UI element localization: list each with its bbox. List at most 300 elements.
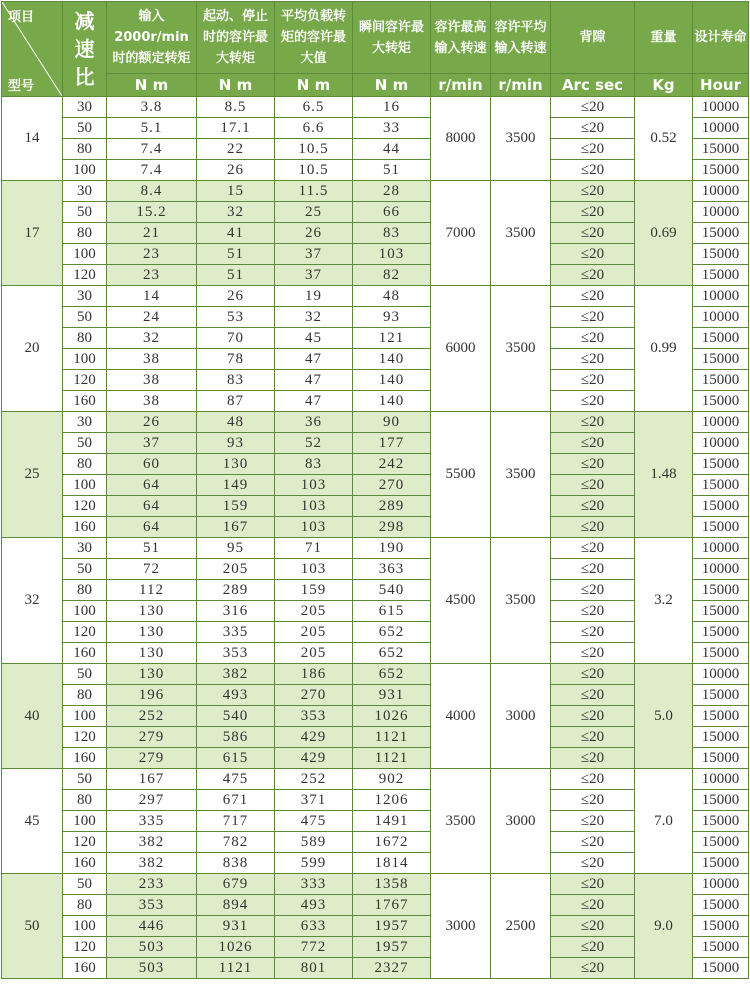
avg-input-speed-cell: 3500 [491,181,551,286]
instant-torque-cell: 103 [353,244,431,265]
max-input-speed-cell: 3000 [431,874,491,979]
design-life-cell: 10000 [693,97,749,118]
max-input-speed-cell: 4500 [431,538,491,664]
startstop-torque-cell: 167 [197,517,275,538]
startstop-torque-cell: 289 [197,580,275,601]
avg-load-torque-cell: 252 [275,769,353,790]
avg-input-speed-cell: 3500 [491,97,551,181]
design-life-cell: 10000 [693,412,749,433]
avg-load-torque-cell: 186 [275,664,353,685]
rated-torque-cell: 51 [107,538,197,559]
model-cell: 17 [2,181,63,286]
design-life-cell: 15000 [693,895,749,916]
avg-load-torque-cell: 371 [275,790,353,811]
model-cell: 20 [2,286,63,412]
instant-torque-cell: 44 [353,139,431,160]
backlash-cell: ≤20 [551,622,635,643]
design-life-cell: 15000 [693,223,749,244]
design-life-cell: 10000 [693,202,749,223]
design-life-cell: 15000 [693,265,749,286]
spec-table-body [2,97,749,979]
avg-load-torque-cell: 429 [275,727,353,748]
startstop-torque-cell: 22 [197,139,275,160]
design-life-cell: 15000 [693,622,749,643]
design-life-cell: 10000 [693,433,749,454]
backlash-cell: ≤20 [551,202,635,223]
design-life-cell: 10000 [693,664,749,685]
rated-torque-cell: 130 [107,622,197,643]
model-cell: 40 [2,664,63,769]
backlash-cell: ≤20 [551,664,635,685]
rated-torque-cell: 503 [107,937,197,958]
design-life-cell: 15000 [693,706,749,727]
startstop-torque-cell: 78 [197,349,275,370]
rated-torque-cell: 64 [107,475,197,496]
design-life-cell: 15000 [693,139,749,160]
design-life-cell: 15000 [693,958,749,979]
avg-load-torque-cell: 83 [275,454,353,475]
ratio-cell: 100 [63,160,107,181]
ratio-cell: 50 [63,559,107,580]
table-row [2,181,749,202]
rated-torque-cell: 112 [107,580,197,601]
rated-torque-cell: 5.1 [107,118,197,139]
instant-torque-cell: 2327 [353,958,431,979]
avg-load-torque-cell: 47 [275,349,353,370]
design-life-cell: 15000 [693,244,749,265]
backlash-cell: ≤20 [551,412,635,433]
unit-instant-torque: N m [353,74,431,97]
avg-load-torque-cell: 205 [275,643,353,664]
unit-avg-load-torque: N m [275,74,353,97]
avg-input-speed-cell: 3500 [491,286,551,412]
weight-cell: 0.69 [635,181,693,286]
max-input-speed-cell: 5500 [431,412,491,538]
design-life-cell: 10000 [693,307,749,328]
backlash-cell: ≤20 [551,328,635,349]
rated-torque-cell: 37 [107,433,197,454]
startstop-torque-cell: 149 [197,475,275,496]
ratio-cell: 100 [63,706,107,727]
rated-torque-cell: 130 [107,601,197,622]
avg-load-torque-cell: 26 [275,223,353,244]
max-input-speed-cell: 6000 [431,286,491,412]
instant-torque-cell: 363 [353,559,431,580]
instant-torque-cell: 1957 [353,937,431,958]
ratio-cell: 50 [63,769,107,790]
instant-torque-cell: 1672 [353,832,431,853]
rated-torque-cell: 382 [107,832,197,853]
ratio-cell: 160 [63,748,107,769]
instant-torque-cell: 1767 [353,895,431,916]
avg-load-torque-cell: 37 [275,244,353,265]
weight-cell: 5.0 [635,664,693,769]
rated-torque-cell: 167 [107,769,197,790]
model-cell: 32 [2,538,63,664]
backlash-cell: ≤20 [551,139,635,160]
instant-torque-cell: 48 [353,286,431,307]
table-row [2,874,749,895]
design-life-cell: 15000 [693,643,749,664]
backlash-cell: ≤20 [551,916,635,937]
backlash-cell: ≤20 [551,244,635,265]
instant-torque-cell: 270 [353,475,431,496]
backlash-cell: ≤20 [551,454,635,475]
col-header-weight [635,2,693,74]
ratio-cell: 80 [63,328,107,349]
rated-torque-cell: 38 [107,370,197,391]
avg-load-torque-cell: 19 [275,286,353,307]
rated-torque-cell: 38 [107,349,197,370]
weight-cell: 9.0 [635,874,693,979]
col-header-avg-input-speed [491,2,551,74]
avg-load-torque-cell: 103 [275,517,353,538]
weight-cell: 1.48 [635,412,693,538]
instant-torque-cell: 140 [353,370,431,391]
instant-torque-cell: 1121 [353,727,431,748]
design-life-cell: 15000 [693,601,749,622]
ratio-cell: 160 [63,391,107,412]
instant-torque-cell: 298 [353,517,431,538]
col-header-max-input-speed [431,2,491,74]
backlash-cell: ≤20 [551,349,635,370]
ratio-cell: 80 [63,685,107,706]
avg-load-torque-cell: 11.5 [275,181,353,202]
avg-load-torque-cell: 475 [275,811,353,832]
ratio-cell: 100 [63,475,107,496]
ratio-cell: 50 [63,664,107,685]
instant-torque-cell: 1957 [353,916,431,937]
model-cell: 50 [2,874,63,979]
backlash-cell: ≤20 [551,286,635,307]
col-label: 设计寿命 [694,30,747,45]
max-input-speed-cell: 4000 [431,664,491,769]
rated-torque-cell: 233 [107,874,197,895]
backlash-cell: ≤20 [551,223,635,244]
rated-torque-cell: 64 [107,496,197,517]
design-life-cell: 10000 [693,874,749,895]
ratio-cell: 120 [63,370,107,391]
rated-torque-cell: 130 [107,664,197,685]
startstop-torque-cell: 382 [197,664,275,685]
avg-input-speed-cell: 3000 [491,664,551,769]
rated-torque-cell: 353 [107,895,197,916]
max-input-speed-cell: 7000 [431,181,491,286]
backlash-cell: ≤20 [551,517,635,538]
startstop-torque-cell: 51 [197,265,275,286]
design-life-cell: 10000 [693,118,749,139]
ratio-cell: 50 [63,433,107,454]
startstop-torque-cell: 615 [197,748,275,769]
avg-load-torque-cell: 772 [275,937,353,958]
avg-load-torque-cell: 205 [275,601,353,622]
rated-torque-cell: 64 [107,517,197,538]
avg-load-torque-cell: 6.6 [275,118,353,139]
avg-load-torque-cell: 801 [275,958,353,979]
table-row [2,769,749,790]
design-life-cell: 15000 [693,454,749,475]
startstop-torque-cell: 475 [197,769,275,790]
design-life-cell: 10000 [693,286,749,307]
design-life-cell: 15000 [693,160,749,181]
backlash-cell: ≤20 [551,958,635,979]
rated-torque-cell: 26 [107,412,197,433]
rated-torque-cell: 23 [107,265,197,286]
ratio-cell: 80 [63,895,107,916]
avg-load-torque-cell: 37 [275,265,353,286]
avg-input-speed-cell: 3500 [491,412,551,538]
startstop-torque-cell: 205 [197,559,275,580]
max-input-speed-cell: 8000 [431,97,491,181]
instant-torque-cell: 16 [353,97,431,118]
weight-cell: 3.2 [635,538,693,664]
startstop-torque-cell: 493 [197,685,275,706]
startstop-torque-cell: 8.5 [197,97,275,118]
avg-load-torque-cell: 52 [275,433,353,454]
instant-torque-cell: 540 [353,580,431,601]
rated-torque-cell: 279 [107,748,197,769]
ratio-cell: 80 [63,580,107,601]
backlash-cell: ≤20 [551,118,635,139]
ratio-label: 减速比 [74,9,95,89]
design-life-cell: 15000 [693,916,749,937]
rated-torque-cell: 38 [107,391,197,412]
startstop-torque-cell: 17.1 [197,118,275,139]
rated-torque-cell: 335 [107,811,197,832]
design-life-cell: 15000 [693,937,749,958]
avg-load-torque-cell: 429 [275,748,353,769]
backlash-cell: ≤20 [551,937,635,958]
col-label: 起动、停止时的容许最大转矩 [202,9,268,66]
model-cell: 45 [2,769,63,874]
startstop-torque-cell: 838 [197,853,275,874]
avg-input-speed-cell: 2500 [491,874,551,979]
ratio-cell: 160 [63,853,107,874]
backlash-cell: ≤20 [551,370,635,391]
rated-torque-cell: 297 [107,790,197,811]
design-life-cell: 10000 [693,181,749,202]
rated-torque-cell: 3.8 [107,97,197,118]
ratio-cell: 50 [63,874,107,895]
col-header-design-life [693,2,749,74]
design-life-cell: 15000 [693,832,749,853]
instant-torque-cell: 902 [353,769,431,790]
rated-torque-cell: 8.4 [107,181,197,202]
backlash-cell: ≤20 [551,748,635,769]
startstop-torque-cell: 894 [197,895,275,916]
ratio-cell: 160 [63,958,107,979]
avg-load-torque-cell: 333 [275,874,353,895]
instant-torque-cell: 1121 [353,748,431,769]
startstop-torque-cell: 717 [197,811,275,832]
instant-torque-cell: 93 [353,307,431,328]
avg-load-torque-cell: 205 [275,622,353,643]
backlash-cell: ≤20 [551,559,635,580]
ratio-cell: 160 [63,643,107,664]
startstop-torque-cell: 671 [197,790,275,811]
backlash-cell: ≤20 [551,601,635,622]
avg-load-torque-cell: 159 [275,580,353,601]
instant-torque-cell: 652 [353,664,431,685]
unit-startstop-torque: N m [197,74,275,97]
avg-load-torque-cell: 25 [275,202,353,223]
startstop-torque-cell: 32 [197,202,275,223]
ratio-cell: 80 [63,790,107,811]
table-row [2,97,749,118]
rated-torque-cell: 15.2 [107,202,197,223]
rated-torque-cell: 23 [107,244,197,265]
design-life-cell: 15000 [693,349,749,370]
rated-torque-cell: 14 [107,286,197,307]
ratio-cell: 30 [63,412,107,433]
instant-torque-cell: 242 [353,454,431,475]
item-model-corner-header [2,2,63,97]
instant-torque-cell: 1206 [353,790,431,811]
design-life-cell: 15000 [693,328,749,349]
backlash-cell: ≤20 [551,643,635,664]
col-label: 输入2000r/min 时的额定转矩 [112,9,191,66]
instant-torque-cell: 121 [353,328,431,349]
rated-torque-cell: 503 [107,958,197,979]
design-life-cell: 15000 [693,517,749,538]
startstop-torque-cell: 335 [197,622,275,643]
instant-torque-cell: 51 [353,160,431,181]
ratio-cell: 120 [63,832,107,853]
backlash-cell: ≤20 [551,727,635,748]
design-life-cell: 15000 [693,580,749,601]
rated-torque-cell: 382 [107,853,197,874]
instant-torque-cell: 177 [353,433,431,454]
avg-load-torque-cell: 633 [275,916,353,937]
weight-cell: 0.99 [635,286,693,412]
design-life-cell: 10000 [693,538,749,559]
instant-torque-cell: 1026 [353,706,431,727]
backlash-cell: ≤20 [551,685,635,706]
instant-torque-cell: 140 [353,349,431,370]
ratio-cell: 80 [63,454,107,475]
ratio-cell: 30 [63,286,107,307]
ratio-cell: 30 [63,538,107,559]
instant-torque-cell: 652 [353,622,431,643]
unit-design-life: Hour [693,74,749,97]
avg-load-torque-cell: 599 [275,853,353,874]
backlash-cell: ≤20 [551,580,635,601]
startstop-torque-cell: 15 [197,181,275,202]
startstop-torque-cell: 26 [197,160,275,181]
design-life-cell: 15000 [693,727,749,748]
instant-torque-cell: 33 [353,118,431,139]
startstop-torque-cell: 782 [197,832,275,853]
avg-load-torque-cell: 10.5 [275,139,353,160]
col-header-instant-torque [353,2,431,74]
startstop-torque-cell: 353 [197,643,275,664]
avg-load-torque-cell: 493 [275,895,353,916]
backlash-cell: ≤20 [551,265,635,286]
table-row [2,664,749,685]
backlash-cell: ≤20 [551,160,635,181]
col-label: 容许平均输入转速 [494,19,547,56]
backlash-cell: ≤20 [551,391,635,412]
avg-load-torque-cell: 10.5 [275,160,353,181]
startstop-torque-cell: 1121 [197,958,275,979]
header-unit-row [2,74,749,97]
startstop-torque-cell: 679 [197,874,275,895]
backlash-cell: ≤20 [551,895,635,916]
startstop-torque-cell: 316 [197,601,275,622]
ratio-cell: 120 [63,727,107,748]
startstop-torque-cell: 931 [197,916,275,937]
table-row [2,538,749,559]
backlash-cell: ≤20 [551,790,635,811]
col-label: 容许最高输入转速 [434,19,487,56]
ratio-cell: 120 [63,622,107,643]
rated-torque-cell: 130 [107,643,197,664]
startstop-torque-cell: 41 [197,223,275,244]
ratio-cell: 160 [63,517,107,538]
backlash-cell: ≤20 [551,874,635,895]
instant-torque-cell: 1814 [353,853,431,874]
col-label: 背隙 [579,30,606,45]
design-life-cell: 15000 [693,475,749,496]
rated-torque-cell: 446 [107,916,197,937]
avg-input-speed-cell: 3500 [491,538,551,664]
avg-load-torque-cell: 47 [275,370,353,391]
avg-load-torque-cell: 270 [275,685,353,706]
col-header-avg-load-torque [275,2,353,74]
backlash-cell: ≤20 [551,475,635,496]
design-life-cell: 10000 [693,559,749,580]
spec-table [1,1,749,979]
rated-torque-cell: 24 [107,307,197,328]
ratio-cell: 100 [63,811,107,832]
instant-torque-cell: 140 [353,391,431,412]
avg-load-torque-cell: 47 [275,391,353,412]
instant-torque-cell: 66 [353,202,431,223]
startstop-torque-cell: 53 [197,307,275,328]
avg-load-torque-cell: 71 [275,538,353,559]
ratio-cell: 30 [63,97,107,118]
instant-torque-cell: 83 [353,223,431,244]
ratio-cell: 100 [63,916,107,937]
backlash-cell: ≤20 [551,181,635,202]
unit-weight: Kg [635,74,693,97]
design-life-cell: 10000 [693,769,749,790]
model-cell: 25 [2,412,63,538]
design-life-cell: 15000 [693,853,749,874]
backlash-cell: ≤20 [551,307,635,328]
startstop-torque-cell: 83 [197,370,275,391]
ratio-cell: 50 [63,307,107,328]
backlash-cell: ≤20 [551,433,635,454]
rated-torque-cell: 21 [107,223,197,244]
backlash-cell: ≤20 [551,538,635,559]
startstop-torque-cell: 1026 [197,937,275,958]
startstop-torque-cell: 48 [197,412,275,433]
col-header-rated-torque [107,2,197,74]
avg-load-torque-cell: 589 [275,832,353,853]
col-label: 瞬间容许最大转矩 [358,19,424,56]
avg-load-torque-cell: 103 [275,475,353,496]
avg-input-speed-cell: 3000 [491,769,551,874]
backlash-cell: ≤20 [551,811,635,832]
instant-torque-cell: 28 [353,181,431,202]
avg-load-torque-cell: 103 [275,559,353,580]
ratio-cell: 50 [63,202,107,223]
ratio-cell: 120 [63,496,107,517]
design-life-cell: 15000 [693,811,749,832]
startstop-torque-cell: 26 [197,286,275,307]
design-life-cell: 15000 [693,391,749,412]
